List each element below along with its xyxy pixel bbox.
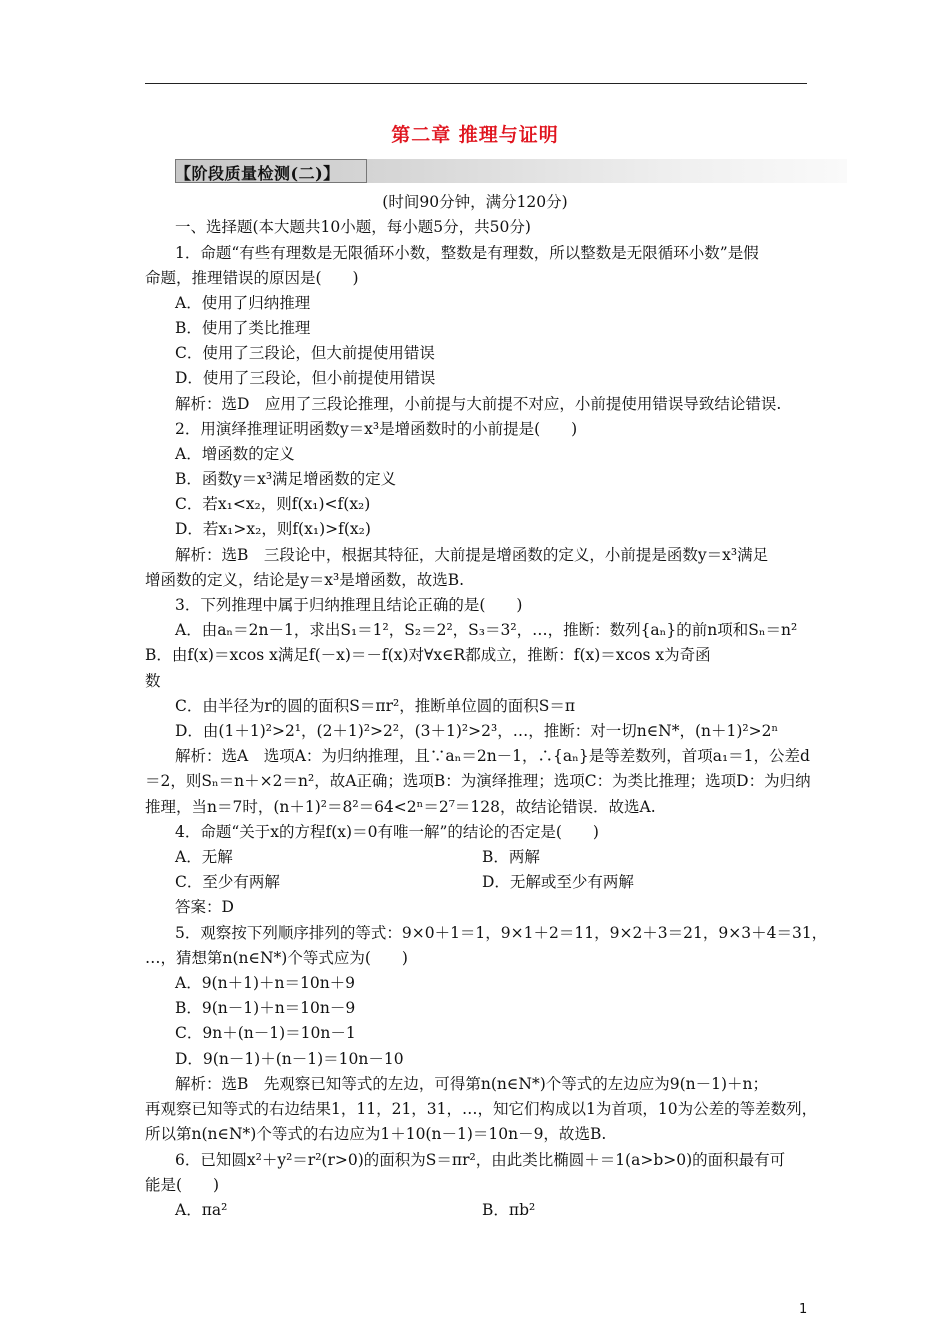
header-rule xyxy=(145,83,807,84)
q6-option-b: B．πb² xyxy=(482,1201,536,1219)
q3-option-d: D．由(1＋1)²>2¹，(2＋1)²>2²，(3＋1)²>2³，…，推断：对一切n∈N*，(n＋1)²>2ⁿ xyxy=(175,722,779,740)
question-4: 4．命题“关于x的方程f(x)＝0有唯一解”的结论的否定是( ) xyxy=(175,823,599,841)
q2-option-b: B．函数y＝x³满足增函数的定义 xyxy=(175,470,397,488)
q5-option-c: C．9n＋(n－1)＝10n－1 xyxy=(175,1024,356,1042)
q3-option-b-cont: 数 xyxy=(145,672,161,690)
q1-option-a: A．使用了归纳推理 xyxy=(175,294,311,312)
question-2: 2．用演绎推理证明函数y＝x³是增函数时的小前提是( ) xyxy=(175,420,578,438)
q5-analysis-cont-1: 再观察已知等式的右边结果1，11，21，31，…，知它们构成以1为首项，10为公差的等差数列， xyxy=(145,1100,818,1118)
q6-option-a: A．πa² xyxy=(175,1201,228,1219)
q4-option-c: C．至少有两解 xyxy=(175,873,280,891)
q4-answer: 答案：D xyxy=(175,898,234,916)
q5-option-a: A．9(n＋1)＋n＝10n＋9 xyxy=(175,974,356,992)
question-5-cont: …，猜想第n(n∈N*)个等式应为( ) xyxy=(145,949,408,967)
q3-option-a: A．由aₙ＝2n－1，求出S₁＝1²，S₂＝2²，S₃＝3²，…，推断：数列{aₙ}的前n项和Sₙ＝n² xyxy=(175,621,798,639)
section-label: 【阶段质量检测(二)】 xyxy=(175,164,340,183)
q4-option-b: B．两解 xyxy=(482,848,540,866)
q1-option-d: D．使用了三段论，但小前提使用错误 xyxy=(175,369,436,387)
q2-option-d: D．若x₁>x₂，则f(x₁)>f(x₂) xyxy=(175,520,371,538)
q5-analysis-cont-2: 所以第n(n∈N*)个等式的右边应为1＋10(n－1)＝10n－9，故选B. xyxy=(145,1125,607,1143)
question-5: 5．观察按下列顺序排列的等式：9×0＋1＝1，9×1＋2＝11，9×2＋3＝21，9×3＋4＝31， xyxy=(175,924,828,942)
q4-option-a: A．无解 xyxy=(175,848,233,866)
question-1-cont: 命题，推理错误的原因是( ) xyxy=(145,269,359,287)
question-3: 3．下列推理中属于归纳推理且结论正确的是( ) xyxy=(175,596,523,614)
q2-option-a: A．增函数的定义 xyxy=(175,445,295,463)
q2-analysis: 解析：选B 三段论中，根据其特征，大前提是增函数的定义，小前提是函数y＝x³满足 xyxy=(175,546,769,564)
question-1: 1．命题“有些有理数是无限循环小数，整数是有理数，所以整数是无限循环小数”是假 xyxy=(175,244,759,262)
q2-analysis-cont: 增函数的定义，结论是y＝x³是增函数，故选B. xyxy=(145,571,465,589)
q5-analysis: 解析：选B 先观察已知等式的左边，可得第n(n∈N*)个等式的左边应为9(n－1)＋n； xyxy=(175,1075,769,1093)
section-banner xyxy=(175,159,847,183)
question-6: 6．已知圆x²＋y²＝r²(r>0)的面积为S＝πr²，由此类比椭圆＋＝1(a>b>0)的面积最有可 xyxy=(175,1151,786,1169)
q3-analysis: 解析：选A 选项A：为归纳推理，且∵aₙ＝2n－1，∴{aₙ}是等差数列，首项a₁＝1，公差d xyxy=(175,747,810,765)
chapter-title: 第二章 推理与证明 xyxy=(391,124,559,146)
q1-option-c: C．使用了三段论，但大前提使用错误 xyxy=(175,344,435,362)
q3-analysis-cont-1: ＝2，则Sₙ＝n＋×2＝n²，故A正确；选项B：为演绎推理；选项C：为类比推理；选项D：为归纳 xyxy=(145,772,811,790)
section-heading: 一、选择题(本大题共10小题，每小题5分，共50分) xyxy=(175,218,531,236)
q4-option-d: D．无解或至少有两解 xyxy=(482,873,634,891)
q1-analysis: 解析：选D 应用了三段论推理，小前提与大前提不对应，小前提使用错误导致结论错误. xyxy=(175,395,782,413)
q5-option-b: B．9(n－1)＋n＝10n－9 xyxy=(175,999,356,1017)
page-number: 1 xyxy=(799,1302,808,1317)
q5-option-d: D．9(n－1)＋(n－1)＝10n－10 xyxy=(175,1050,404,1068)
q3-option-b: B．由f(x)＝xcos x满足f(－x)＝－f(x)对∀x∈R都成立，推断：f(x)＝xcos x为奇函 xyxy=(145,646,711,664)
q1-option-b: B．使用了类比推理 xyxy=(175,319,311,337)
question-6-cont: 能是( ) xyxy=(145,1176,220,1194)
q3-analysis-cont-2: 推理，当n＝7时，(n＋1)²＝8²＝64<2ⁿ＝2⁷＝128，故结论错误．故选A. xyxy=(145,798,656,816)
time-info: (时间90分钟，满分120分) xyxy=(382,193,568,211)
q3-option-c: C．由半径为r的圆的面积S＝πr²，推断单位圆的面积S＝π xyxy=(175,697,576,715)
q2-option-c: C．若x₁<x₂，则f(x₁)<f(x₂) xyxy=(175,495,371,513)
